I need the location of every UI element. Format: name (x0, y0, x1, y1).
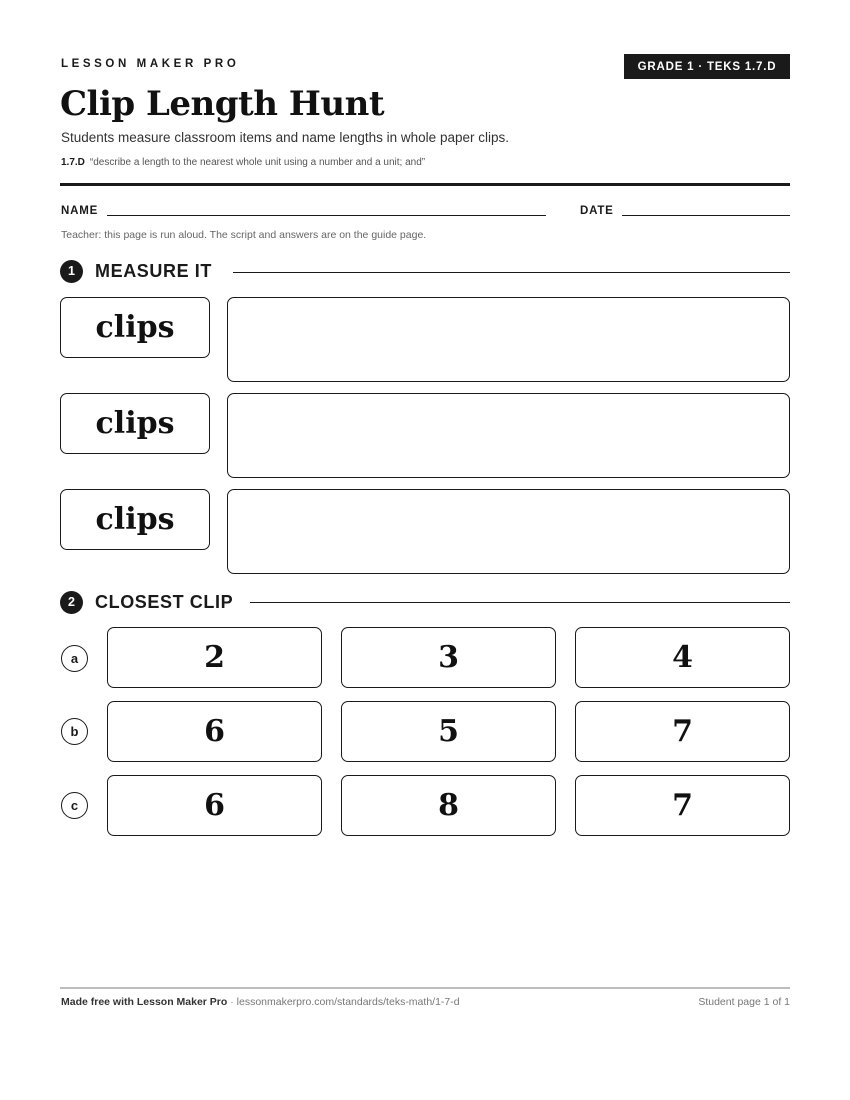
choice-box[interactable]: 7 (575, 775, 790, 836)
section-title: MEASURE IT (95, 260, 213, 281)
section-closest-clip-header (60, 589, 233, 615)
footer-url[interactable]: lessonmakerpro.com/standards/teks-math/1-7-d (236, 996, 460, 1008)
section-title: CLOSEST CLIP (95, 591, 234, 612)
section-rule (233, 272, 790, 273)
page-subtitle: Students measure classroom items and name lengths in whole paper clips. (61, 130, 509, 145)
unit-label-box: clips (60, 297, 210, 358)
question-letter: a (61, 645, 88, 672)
name-field[interactable] (107, 215, 546, 216)
footer-page-number: Student page 1 of 1 (698, 996, 790, 1008)
question-letter: b (61, 718, 88, 745)
footer-divider (60, 987, 790, 989)
section-measure-it-header (60, 258, 212, 284)
section-number: 2 (60, 591, 83, 614)
section-rule (250, 602, 790, 603)
choice-box[interactable]: 6 (107, 701, 322, 762)
section-number: 1 (60, 260, 83, 283)
answer-box[interactable] (227, 297, 790, 382)
choice-box[interactable]: 7 (575, 701, 790, 762)
name-label: NAME (61, 205, 99, 217)
footer-separator: · (227, 996, 237, 1008)
choice-box[interactable]: 6 (107, 775, 322, 836)
unit-label-box: clips (60, 489, 210, 550)
unit-label-box: clips (60, 393, 210, 454)
teacher-note: Teacher: this page is run aloud. The script and answers are on the guide page. (61, 229, 427, 241)
page-title: Clip Length Hunt (60, 84, 385, 124)
question-letter: c (61, 792, 88, 819)
answer-box[interactable] (227, 393, 790, 478)
date-label: DATE (580, 205, 614, 217)
choice-box[interactable]: 2 (107, 627, 322, 688)
answer-box[interactable] (227, 489, 790, 574)
choice-box[interactable]: 3 (341, 627, 556, 688)
standard-code: 1.7.D (61, 157, 85, 168)
choice-box[interactable]: 8 (341, 775, 556, 836)
standard-line (61, 157, 425, 168)
footer-made-with: Made free with Lesson Maker Pro (61, 996, 228, 1008)
footer-credit (61, 996, 460, 1008)
choice-box[interactable]: 4 (575, 627, 790, 688)
date-field[interactable] (622, 215, 790, 216)
brand-name: LESSON MAKER PRO (61, 58, 240, 70)
header-divider (60, 183, 790, 186)
grade-badge: GRADE 1 · TEKS 1.7.D (624, 54, 790, 79)
standard-text: “describe a length to the nearest whole unit using a number and a unit; and” (89, 157, 426, 168)
choice-box[interactable]: 5 (341, 701, 556, 762)
